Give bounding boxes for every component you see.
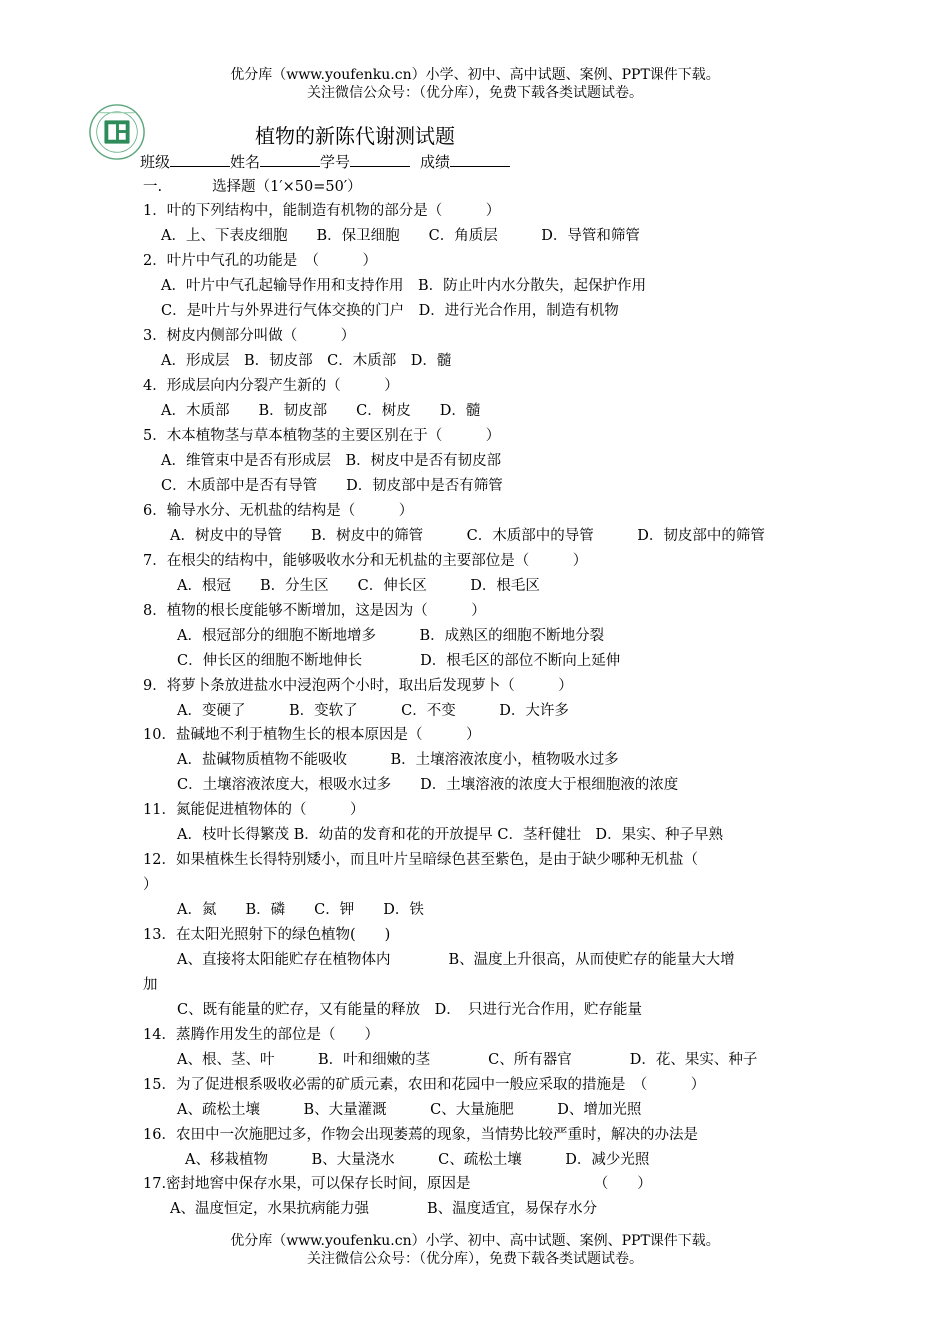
q4-options: A．木质部 B．韧皮部 C．树皮 D．髓 [161, 403, 481, 419]
q13-options-cd: C、既有能量的贮存，又有能量的释放 D． 只进行光合作用，贮存能量 [177, 1002, 642, 1018]
score-label: 成绩 [420, 153, 451, 171]
q7-options: A．根冠 B．分生区 C．伸长区 D．根毛区 [177, 578, 540, 594]
section-title: 选择题（1′×50=50′） [212, 179, 362, 195]
id-label: 学号 [320, 153, 351, 171]
q11-options: A．枝叶长得繁茂 B．幼苗的发育和花的开放提早 C．茎秆健壮 D．果实、种子早熟 [177, 827, 724, 843]
header-line-1: 优分库（www.youfenku.cn）小学、初中、高中试题、案例、PPT课件下载。 [230, 67, 720, 83]
q5-options-cd: C．木质部中是否有导管 D．韧皮部中是否有筛管 [161, 478, 503, 494]
question-3: 3．树皮内侧部分叫做（ ） [143, 328, 356, 344]
question-5: 5．木本植物茎与草本植物茎的主要区别在于（ ） [143, 428, 501, 444]
section-heading [143, 177, 362, 197]
q15-options: A、疏松土壤 B、大量灌溉 C、大量施肥 D、增加光照 [177, 1102, 642, 1118]
question-12: 12．如果植株生长得特别矮小，而且叶片呈暗绿色甚至紫色，是由于缺少哪种无机盐（ [143, 852, 698, 868]
q2-options-cd: C．是叶片与外界进行气体交换的门户 D．进行光合作用，制造有机物 [161, 303, 619, 319]
header-line-2: 关注微信公众号：（优分库），免费下载各类试题试卷。 [307, 85, 643, 101]
q13-options-ab: A、直接将太阳能贮存在植物体内 B、温度上升很高，从而使贮存的能量大大增 [177, 952, 735, 968]
q8-options-ab: A．根冠部分的细胞不断地增多 B．成熟区的细胞不断地分裂 [177, 628, 605, 644]
student-info-line [140, 151, 510, 172]
q16-options: A、移栽植物 B、大量浇水 C、疏松土壤 D．减少光照 [185, 1152, 650, 1168]
q14-options: A、根、茎、叶 B．叶和细嫩的茎 C、所有器官 D．花、果实、种子 [177, 1052, 758, 1068]
footer-line-1: 优分库（www.youfenku.cn）小学、初中、高中试题、案例、PPT课件下载。 [230, 1233, 720, 1249]
score-blank[interactable] [450, 151, 510, 167]
question-6: 6．输导水分、无机盐的结构是（ ） [143, 503, 414, 519]
question-2: 2．叶片中气孔的功能是 （ ） [143, 253, 377, 269]
question-16: 16．农田中一次施肥过多，作物会出现萎蔫的现象，当情势比较严重时，解决的办法是 [143, 1127, 698, 1143]
name-blank[interactable] [260, 151, 320, 167]
q9-options: A．变硬了 B．变软了 C．不变 D．大许多 [177, 703, 569, 719]
question-4: 4．形成层向内分裂产生新的（ ） [143, 378, 399, 394]
question-15: 15．为了促进根系吸收必需的矿质元素，农田和花园中一般应采取的措施是 （ ） [143, 1077, 706, 1093]
q10-options-cd: C．土壤溶液浓度大，根吸水过多 D．土壤溶液的浓度大于根细胞液的浓度 [177, 777, 679, 793]
q17-options-ab: A、温度恒定，水果抗病能力强 B、温度适宜，易保存水分 [170, 1201, 598, 1217]
q12-options: A．氮 B．磷 C．钾 D．铁 [177, 902, 424, 918]
footer-line-2: 关注微信公众号：（优分库），免费下载各类试题试卷。 [307, 1251, 643, 1267]
q2-options-ab: A．叶片中气孔起输导作用和支持作用 B．防止叶内水分散失，起保护作用 [161, 278, 647, 294]
school-seal-logo [88, 103, 146, 161]
class-blank[interactable] [170, 151, 230, 167]
class-label: 班级 [140, 153, 171, 171]
q6-options: A．树皮中的导管 B．树皮中的筛管 C．木质部中的导管 D．韧皮部中的筛管 [170, 528, 765, 544]
page-title: 植物的新陈代谢测试题 [255, 124, 455, 148]
q1-options: A．上、下表皮细胞 B．保卫细胞 C．角质层 D．导管和筛管 [161, 228, 640, 244]
question-11: 11．氮能促进植物体的（ ） [143, 802, 365, 818]
name-label: 姓名 [230, 153, 261, 171]
q3-options: A．形成层 B．韧皮部 C．木质部 D．髓 [161, 353, 452, 369]
question-8: 8．植物的根长度能够不断增加，这是因为（ ） [143, 603, 486, 619]
question-14: 14．蒸腾作用发生的部位是（ ） [143, 1027, 379, 1043]
q5-options-ab: A．维管束中是否有形成层 B．树皮中是否有韧皮部 [161, 453, 502, 469]
question-10: 10．盐碱地不利于植物生长的根本原因是（ ） [143, 727, 481, 743]
id-blank[interactable] [350, 151, 410, 167]
question-7: 7．在根尖的结构中，能够吸收水分和无机盐的主要部位是（ ） [143, 553, 588, 569]
q13-options-ab-cont: 加 [143, 977, 158, 993]
question-17: 17.密封地窖中保存水果，可以保存长时间，原因是 （ ） [143, 1176, 652, 1192]
q8-options-cd: C．伸长区的细胞不断地伸长 D．根毛区的部位不断向上延伸 [177, 653, 621, 669]
question-12-cont: ） [143, 877, 158, 893]
section-number: 一. [143, 179, 163, 195]
question-13: 13．在太阳光照射下的绿色植物( ) [143, 927, 391, 943]
question-1: 1．叶的下列结构中，能制造有机物的部分是（ ） [143, 203, 501, 219]
question-9: 9．将萝卜条放进盐水中浸泡两个小时，取出后发现萝卜（ ） [143, 678, 573, 694]
q10-options-ab: A．盐碱物质植物不能吸收 B．土壤溶液浓度小，植物吸水过多 [177, 752, 619, 768]
